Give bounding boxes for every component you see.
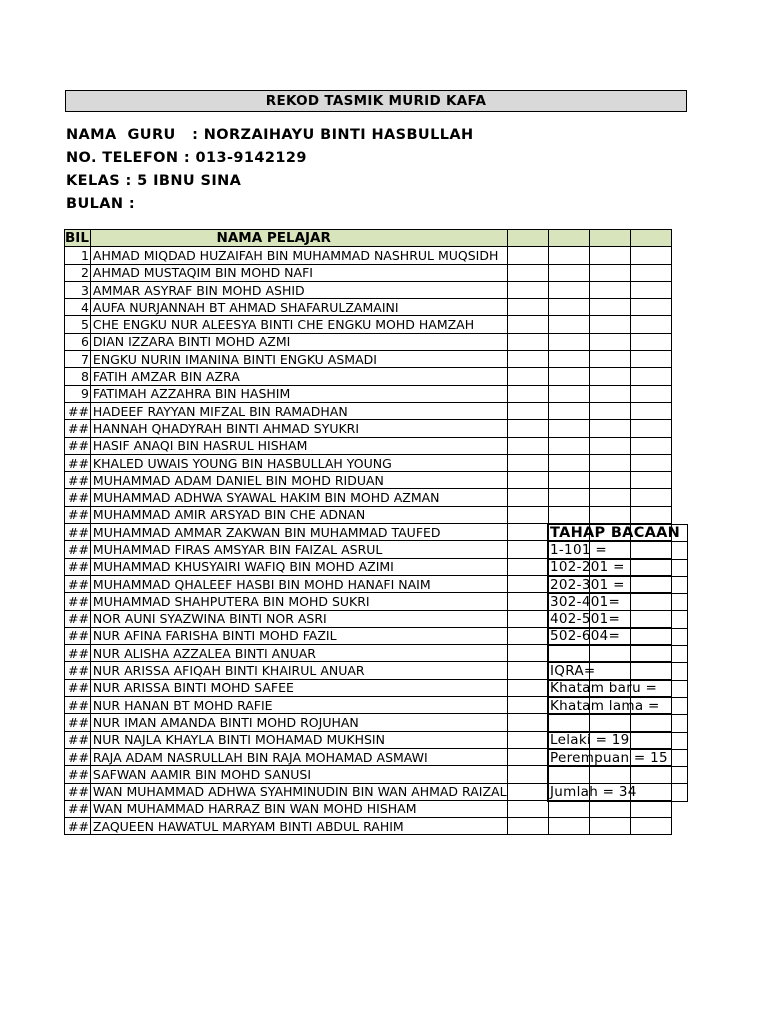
blank-cell-1 (507, 766, 548, 783)
blank-cell-4 (630, 402, 671, 419)
blank-cell-4 (630, 385, 671, 402)
summary-cell: Khatam lama = (548, 697, 688, 714)
student-name-text: WAN MUHAMMAD HARRAZ BIN WAN MOHD HISHAM (92, 801, 417, 817)
blank-cell-4 (630, 316, 671, 333)
summary-row (548, 784, 688, 801)
blank-cell-2 (548, 385, 589, 402)
student-name-text: AMMAR ASYRAF BIN MOHD ASHID (92, 282, 305, 298)
blank-cell-1 (507, 247, 548, 264)
summary-cell: IQRA= (548, 663, 688, 680)
summary-row (548, 646, 688, 663)
student-name-text: NUR ALISHA AZZALEA BINTI ANUAR (92, 645, 316, 661)
row-bil: 6 (65, 333, 91, 350)
blank-cell-3 (589, 247, 630, 264)
blank-cell-1 (507, 524, 548, 541)
blank-cell-1 (507, 610, 548, 627)
blank-cell-1 (507, 506, 548, 523)
row-student-name (90, 731, 507, 748)
row-student-name (90, 714, 507, 731)
table-header-row (65, 230, 672, 247)
row-bil: ## (65, 575, 91, 592)
month-label: BULAN : (66, 196, 136, 212)
blank-cell-1 (507, 800, 548, 817)
row-student-name (90, 524, 507, 541)
blank-cell-2 (548, 472, 589, 489)
summary-row (548, 732, 688, 749)
blank-cell-1 (507, 385, 548, 402)
summary-cell: Khatam baru = (548, 680, 688, 697)
blank-cell-4 (630, 437, 671, 454)
summary-row (548, 559, 688, 576)
student-name-text: HANNAH QHADYRAH BINTI AHMAD SYUKRI (92, 420, 360, 436)
row-student-name (90, 800, 507, 817)
row-student-name (90, 402, 507, 419)
blank-cell-1 (507, 575, 548, 592)
summary-row (548, 749, 688, 766)
blank-cell-3 (589, 818, 630, 835)
row-bil: 3 (65, 281, 91, 298)
row-student-name (90, 489, 507, 506)
student-name-text: RAJA ADAM NASRULLAH BIN RAJA MOHAMAD ASMAWI (92, 749, 428, 765)
student-name-text: MUHAMMAD KHUSYAIRI WAFIQ BIN MOHD AZIMI (92, 559, 394, 575)
row-student-name (90, 420, 507, 437)
blank-cell-3 (589, 299, 630, 316)
row-student-name (90, 281, 507, 298)
blank-cell-1 (507, 593, 548, 610)
row-student-name (90, 748, 507, 765)
summary-row (548, 767, 688, 784)
summary-cell (548, 715, 688, 732)
student-name-text: FATIH AMZAR BIN AZRA (92, 369, 240, 385)
row-bil: ## (65, 420, 91, 437)
table-row (65, 472, 672, 489)
blank-cell-3 (589, 489, 630, 506)
blank-cell-3 (589, 420, 630, 437)
blank-cell-1 (507, 454, 548, 471)
blank-cell-1 (507, 714, 548, 731)
blank-cell-1 (507, 731, 548, 748)
row-bil: ## (65, 541, 91, 558)
blank-cell-3 (589, 402, 630, 419)
row-student-name (90, 454, 507, 471)
summary-row (548, 697, 688, 714)
blank-cell-4 (630, 351, 671, 368)
summary-cell: Lelaki = 19 (548, 732, 688, 749)
blank-cell-3 (589, 264, 630, 281)
row-student-name (90, 783, 507, 800)
blank-cell-4 (630, 247, 671, 264)
teacher-name: NAMA GURU : NORZAIHAYU BINTI HASBULLAH (66, 127, 474, 143)
row-student-name (90, 385, 507, 402)
student-name-text: FATIMAH AZZAHRA BIN HASHIM (92, 386, 291, 402)
blank-cell-1 (507, 818, 548, 835)
summary-table (547, 524, 688, 802)
blank-cell-1 (507, 316, 548, 333)
table-row (65, 247, 672, 264)
table-row (65, 281, 672, 298)
row-bil: 1 (65, 247, 91, 264)
summary-row (548, 715, 688, 732)
row-student-name (90, 662, 507, 679)
summary-row (548, 542, 688, 559)
row-bil: ## (65, 748, 91, 765)
blank-cell-1 (507, 748, 548, 765)
summary-cell: 402-501= (548, 611, 688, 628)
summary-cell: 502-604= (548, 628, 688, 645)
summary-cell: 202-301 = (548, 576, 688, 593)
header-blank-3 (589, 230, 630, 247)
row-bil: ## (65, 506, 91, 523)
blank-cell-4 (630, 800, 671, 817)
page-title: REKOD TASMIK MURID KAFA (65, 90, 687, 112)
summary-row (548, 663, 688, 680)
row-bil: 4 (65, 299, 91, 316)
student-name-text: ZAQUEEN HAWATUL MARYAM BINTI ABDUL RAHIM (92, 818, 404, 834)
summary-row (548, 628, 688, 645)
row-student-name (90, 593, 507, 610)
student-name-text: MUHAMMAD ADHWA SYAWAL HAKIM BIN MOHD AZMAN (92, 490, 440, 506)
row-bil: ## (65, 558, 91, 575)
student-name-text: AUFA NURJANNAH BT AHMAD SHAFARULZAMAINI (92, 299, 399, 315)
row-student-name (90, 472, 507, 489)
student-name-text: NUR NAJLA KHAYLA BINTI MOHAMAD MUKHSIN (92, 732, 385, 748)
blank-cell-1 (507, 351, 548, 368)
table-row (65, 818, 672, 835)
row-bil: ## (65, 645, 91, 662)
blank-cell-4 (630, 454, 671, 471)
row-bil: ## (65, 454, 91, 471)
blank-cell-1 (507, 299, 548, 316)
table-row (65, 385, 672, 402)
student-name-text: HADEEF RAYYAN MIFZAL BIN RAMADHAN (92, 403, 348, 419)
table-row (65, 454, 672, 471)
row-bil: ## (65, 610, 91, 627)
blank-cell-1 (507, 402, 548, 419)
blank-cell-2 (548, 818, 589, 835)
class-name: KELAS : 5 IBNU SINA (66, 173, 242, 189)
blank-cell-2 (548, 247, 589, 264)
table-row (65, 351, 672, 368)
table-row (65, 333, 672, 350)
table-row (65, 402, 672, 419)
row-bil: ## (65, 714, 91, 731)
blank-cell-4 (630, 818, 671, 835)
student-name-text: MUHAMMAD SHAHPUTERA BIN MOHD SUKRI (92, 593, 370, 609)
blank-cell-2 (548, 489, 589, 506)
blank-cell-4 (630, 368, 671, 385)
student-name-text: SAFWAN AAMIR BIN MOHD SANUSI (92, 766, 312, 782)
row-bil: ## (65, 593, 91, 610)
row-student-name (90, 264, 507, 281)
row-bil: 7 (65, 351, 91, 368)
blank-cell-3 (589, 385, 630, 402)
header-blank-4 (630, 230, 671, 247)
table-row (65, 299, 672, 316)
row-bil: 2 (65, 264, 91, 281)
row-student-name (90, 506, 507, 523)
table-row (65, 437, 672, 454)
student-name-text: AHMAD MUSTAQIM BIN MOHD NAFI (92, 265, 313, 281)
blank-cell-1 (507, 697, 548, 714)
header-bil: BIL (65, 229, 89, 246)
header-blank-1 (507, 230, 548, 247)
blank-cell-1 (507, 558, 548, 575)
table-row (65, 264, 672, 281)
blank-cell-1 (507, 472, 548, 489)
row-student-name (90, 299, 507, 316)
summary-row (548, 576, 688, 593)
student-name-text: NUR AFINA FARISHA BINTI MOHD FAZIL (92, 628, 337, 644)
blank-cell-1 (507, 541, 548, 558)
row-student-name (90, 247, 507, 264)
row-student-name (90, 437, 507, 454)
blank-cell-2 (548, 368, 589, 385)
table-row (65, 489, 672, 506)
blank-cell-3 (589, 316, 630, 333)
blank-cell-1 (507, 662, 548, 679)
table-row (65, 506, 672, 523)
blank-cell-1 (507, 437, 548, 454)
header-nama-pelajar: NAMA PELAJAR (90, 230, 507, 247)
row-bil: 9 (65, 385, 91, 402)
row-student-name (90, 541, 507, 558)
blank-cell-2 (548, 402, 589, 419)
row-student-name (90, 316, 507, 333)
blank-cell-1 (507, 333, 548, 350)
summary-header-row (548, 525, 688, 542)
blank-cell-3 (589, 333, 630, 350)
row-bil: ## (65, 662, 91, 679)
blank-cell-3 (589, 281, 630, 298)
summary-cell: 102-201 = (548, 559, 688, 576)
blank-cell-4 (630, 489, 671, 506)
row-student-name (90, 558, 507, 575)
row-bil: ## (65, 731, 91, 748)
row-bil: ## (65, 679, 91, 696)
header-blank-2 (548, 230, 589, 247)
row-student-name (90, 627, 507, 644)
table-row (65, 800, 672, 817)
blank-cell-1 (507, 281, 548, 298)
student-name-text: CHE ENGKU NUR ALEESYA BINTI CHE ENGKU MOHD HAMZAH (92, 317, 475, 333)
row-bil: ## (65, 437, 91, 454)
row-student-name (90, 368, 507, 385)
summary-cell: Perempuan = 15 (548, 749, 688, 766)
blank-cell-2 (548, 506, 589, 523)
student-name-text: DIAN IZZARA BINTI MOHD AZMI (92, 334, 291, 350)
row-bil: ## (65, 800, 91, 817)
blank-cell-1 (507, 264, 548, 281)
row-bil: 8 (65, 368, 91, 385)
blank-cell-4 (630, 299, 671, 316)
student-name-text: MUHAMMAD FIRAS AMSYAR BIN FAIZAL ASRUL (92, 541, 383, 557)
row-student-name (90, 818, 507, 835)
phone-number: NO. TELEFON : 013-9142129 (66, 150, 307, 166)
blank-cell-4 (630, 264, 671, 281)
summary-cell: 302-401= (548, 594, 688, 611)
row-bil: ## (65, 472, 91, 489)
summary-cell: 1-101 = (548, 542, 688, 559)
blank-cell-2 (548, 454, 589, 471)
row-bil: 5 (65, 316, 91, 333)
blank-cell-2 (548, 351, 589, 368)
blank-cell-3 (589, 472, 630, 489)
student-name-text: HASIF ANAQI BIN HASRUL HISHAM (92, 438, 308, 454)
student-name-text: MUHAMMAD QHALEEF HASBI BIN MOHD HANAFI NAIM (92, 576, 431, 592)
blank-cell-4 (630, 472, 671, 489)
blank-cell-2 (548, 333, 589, 350)
blank-cell-4 (630, 506, 671, 523)
row-bil: ## (65, 402, 91, 419)
summary-row (548, 680, 688, 697)
student-name-text: WAN MUHAMMAD ADHWA SYAHMINUDIN BIN WAN AHMAD RAIZAL (92, 784, 507, 800)
row-student-name (90, 645, 507, 662)
blank-cell-2 (548, 299, 589, 316)
row-bil: ## (65, 818, 91, 835)
row-bil: ## (65, 783, 91, 800)
blank-cell-3 (589, 454, 630, 471)
blank-cell-1 (507, 627, 548, 644)
summary-cell (548, 646, 688, 663)
student-name-text: AHMAD MIQDAD HUZAIFAH BIN MUHAMMAD NASHRUL MUQSIDH (92, 247, 499, 263)
summary-row (548, 594, 688, 611)
blank-cell-1 (507, 645, 548, 662)
blank-cell-1 (507, 679, 548, 696)
row-bil: ## (65, 697, 91, 714)
blank-cell-1 (507, 368, 548, 385)
blank-cell-3 (589, 368, 630, 385)
student-name-text: ENGKU NURIN IMANINA BINTI ENGKU ASMADI (92, 351, 377, 367)
table-row (65, 420, 672, 437)
blank-cell-1 (507, 783, 548, 800)
blank-cell-2 (548, 264, 589, 281)
blank-cell-1 (507, 489, 548, 506)
summary-heading: TAHAP BACAAN (548, 525, 688, 542)
blank-cell-3 (589, 351, 630, 368)
blank-cell-3 (589, 506, 630, 523)
blank-cell-2 (548, 420, 589, 437)
row-student-name (90, 333, 507, 350)
row-student-name (90, 766, 507, 783)
blank-cell-2 (548, 437, 589, 454)
table-row (65, 368, 672, 385)
row-student-name (90, 697, 507, 714)
blank-cell-3 (589, 437, 630, 454)
row-student-name (90, 610, 507, 627)
student-name-text: KHALED UWAIS YOUNG BIN HASBULLAH YOUNG (92, 455, 392, 471)
blank-cell-4 (630, 420, 671, 437)
summary-row (548, 611, 688, 628)
blank-cell-1 (507, 420, 548, 437)
blank-cell-2 (548, 281, 589, 298)
row-student-name (90, 351, 507, 368)
blank-cell-2 (548, 800, 589, 817)
student-name-text: NUR IMAN AMANDA BINTI MOHD ROJUHAN (92, 714, 359, 730)
blank-cell-4 (630, 281, 671, 298)
student-name-text: MUHAMMAD ADAM DANIEL BIN MOHD RIDUAN (92, 472, 384, 488)
row-student-name (90, 679, 507, 696)
summary-cell (548, 767, 688, 784)
summary-cell: Jumlah = 34 (548, 784, 688, 801)
student-name-text: NUR HANAN BT MOHD RAFIE (92, 697, 273, 713)
student-name-text: NUR ARISSA BINTI MOHD SAFEE (92, 680, 294, 696)
student-name-text: MUHAMMAD AMIR ARSYAD BIN CHE ADNAN (92, 507, 366, 523)
blank-cell-3 (589, 800, 630, 817)
blank-cell-2 (548, 316, 589, 333)
row-bil: ## (65, 627, 91, 644)
row-bil: ## (65, 766, 91, 783)
table-row (65, 316, 672, 333)
student-name-text: NOR AUNI SYAZWINA BINTI NOR ASRI (92, 611, 327, 627)
row-student-name (90, 575, 507, 592)
blank-cell-4 (630, 333, 671, 350)
row-bil: ## (65, 489, 91, 506)
student-name-text: MUHAMMAD AMMAR ZAKWAN BIN MUHAMMAD TAUFED (92, 524, 441, 540)
student-name-text: NUR ARISSA AFIQAH BINTI KHAIRUL ANUAR (92, 663, 365, 679)
row-bil: ## (65, 524, 91, 541)
